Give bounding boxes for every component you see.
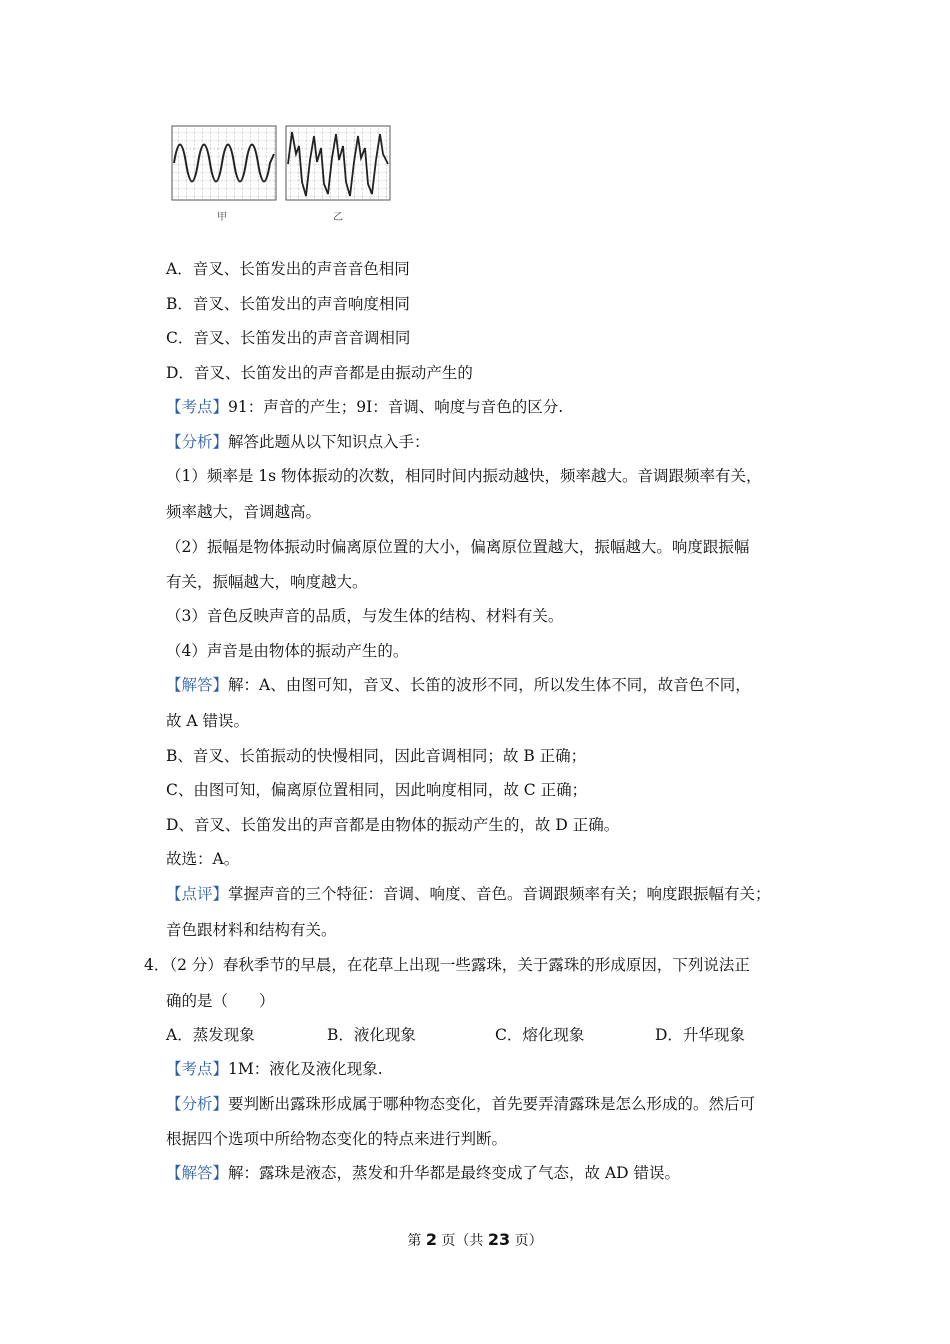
analysis-line: （3）音色反映声音的品质，与发生体的结构、材料有关。: [166, 607, 564, 625]
kaodian-tag: 【考点】: [166, 1060, 229, 1078]
fenxi-text: 要判断出露珠形成属于哪种物态变化，首先要弄清露珠是怎么形成的。然后可: [228, 1095, 756, 1113]
fenxi-tag: 【分析】: [166, 433, 229, 451]
q3-option-d: D．音叉、长笛发出的声音都是由振动产生的: [166, 364, 473, 382]
analysis-line: （2）振幅是物体振动时偏离原位置的大小，偏离原位置越大，振幅越大。响度跟振幅: [166, 538, 750, 556]
jieda-text: 解：A、由图可知，音叉、长笛的波形不同，所以发生体不同，故音色不同，: [228, 676, 751, 694]
fenxi-line: 根据四个选项中所给物态变化的特点来进行判断。: [166, 1130, 508, 1148]
panel-yi: [286, 126, 390, 200]
page-footer: [0, 1230, 950, 1250]
label-jia: 甲: [217, 212, 227, 223]
q4-option-a: A．蒸发现象: [166, 1026, 255, 1044]
q3-jieda: [166, 675, 751, 695]
dianping-tag: 【点评】: [166, 885, 229, 903]
analysis-line: （4）声音是由物体的振动产生的。: [166, 642, 409, 660]
fenxi-tag: 【分析】: [166, 1095, 229, 1113]
analysis-line: 有关，振幅越大，响度越大。: [166, 573, 368, 591]
jieda-tag: 【解答】: [166, 1164, 229, 1182]
q3-option-b: B．音叉、长笛发出的声音响度相同: [166, 295, 410, 313]
jieda-tag: 【解答】: [166, 676, 229, 694]
footer-prefix: 第: [407, 1233, 426, 1249]
q3-dianping: [166, 884, 771, 904]
kaodian-tag: 【考点】: [166, 398, 229, 416]
q4-option-b: B．液化现象: [327, 1026, 416, 1044]
waveform-graph: [170, 124, 392, 228]
q3-option-c: C．音叉、长笛发出的声音音调相同: [166, 329, 411, 347]
q4-fenxi: [166, 1094, 755, 1114]
q4-kaodian: [166, 1059, 383, 1079]
footer-suffix: 页）: [510, 1233, 543, 1249]
total-pages: 23: [487, 1230, 511, 1249]
analysis-line: 频率越大，音调越高。: [166, 503, 322, 521]
page-number: 2: [425, 1230, 437, 1249]
answer-line: 故选：A。: [166, 850, 240, 868]
dianping-text: 掌握声音的三个特征：音调、响度、音色。音调跟频率有关；响度跟振幅有关；: [228, 885, 771, 903]
jieda-text: 解：露珠是液态，蒸发和升华都是最终变成了气态，故 AD 错误。: [228, 1164, 680, 1182]
label-yi: 乙: [333, 212, 343, 223]
q3-kaodian: [166, 397, 563, 417]
answer-line: 故 A 错误。: [166, 712, 250, 730]
answer-line: B、音叉、长笛振动的快慢相同，因此音调相同；故 B 正确；: [166, 747, 587, 765]
q4-stem-line2: 确的是（ ）: [166, 992, 275, 1010]
fenxi-text: 解答此题从以下知识点入手：: [228, 433, 430, 451]
kaodian-text: 91：声音的产生；9I：音调、响度与音色的区分.: [228, 398, 564, 416]
q4-stem: 4．（2 分）春秋季节的早晨，在花草上出现一些露珠，关于露珠的形成原因，下列说法正: [144, 956, 750, 974]
kaodian-text: 1M：液化及液化现象.: [228, 1060, 383, 1078]
q4-jieda: [166, 1163, 680, 1183]
answer-line: D、音叉、长笛发出的声音都是由物体的振动产生的，故 D 正确。: [166, 816, 620, 834]
dianping-line: 音色跟材料和结构有关。: [166, 921, 337, 939]
q3-fenxi: [166, 432, 430, 452]
q4-option-c: C．熔化现象: [495, 1026, 585, 1044]
q4-option-d: D．升华现象: [655, 1026, 745, 1044]
analysis-line: （1）频率是 1s 物体振动的次数，相同时间内振动越快，频率越大。音调跟频率有关，: [166, 467, 762, 485]
answer-line: C、由图可知，偏离原位置相同，因此响度相同，故 C 正确；: [166, 781, 588, 799]
q3-option-a: A．音叉、长笛发出的声音音色相同: [166, 260, 410, 278]
waveform-figure: [170, 124, 392, 228]
footer-middle: 页（共: [436, 1233, 488, 1249]
panel-jia: [172, 126, 276, 200]
